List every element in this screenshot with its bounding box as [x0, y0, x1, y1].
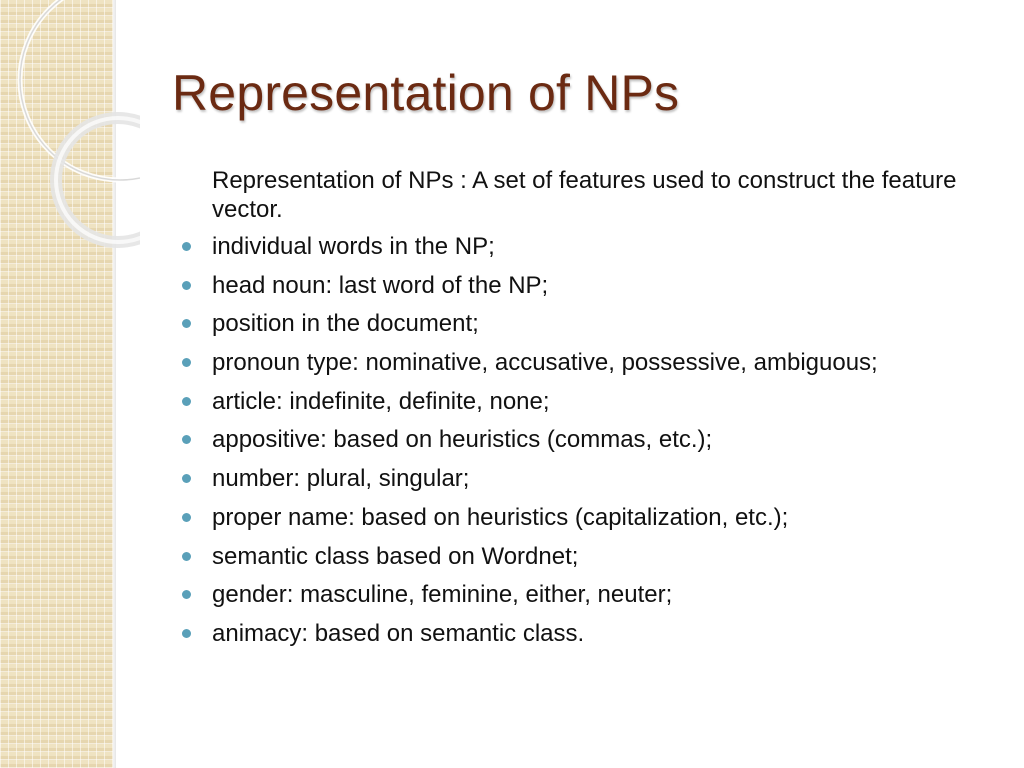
- list-item: [180, 387, 1000, 416]
- list-item-text: appositive: based on heuristics (commas, etc.);: [212, 426, 713, 454]
- circle-bullet-icon: [182, 552, 191, 561]
- list-item: [180, 464, 1000, 493]
- circle-bullet-icon: [182, 281, 191, 290]
- list-item: [180, 309, 1000, 338]
- circle-bullet-icon: [182, 242, 191, 251]
- circle-bullet-icon: [182, 629, 191, 638]
- circle-bullet-icon: [182, 319, 191, 328]
- feature-list: [180, 232, 1000, 648]
- list-item-text: head noun: last word of the NP;: [212, 271, 549, 299]
- list-item: [180, 271, 1000, 300]
- list-item: [180, 580, 1000, 609]
- list-item: [180, 232, 1000, 261]
- circle-bullet-icon: [182, 358, 191, 367]
- circle-bullet-icon: [182, 397, 191, 406]
- intro-text: Representation of NPs : A set of features used to construct the feature vector.: [212, 167, 957, 223]
- circle-bullet-icon: [182, 435, 191, 444]
- list-item-text: semantic class based on Wordnet;: [212, 542, 579, 570]
- circle-bullet-icon: [182, 590, 191, 599]
- list-item-text: article: indefinite, definite, none;: [212, 387, 550, 415]
- list-item-text: pronoun type: nominative, accusative, possessive, ambiguous;: [212, 349, 878, 377]
- circle-bullet-icon: [182, 474, 191, 483]
- ring-decoration-icon: [0, 0, 140, 260]
- slide-title: Representation of NPs: [172, 65, 680, 121]
- circle-bullet-icon: [182, 513, 191, 522]
- list-item: [180, 503, 1000, 532]
- list-item-text: gender: masculine, feminine, either, neuter;: [212, 581, 673, 609]
- list-item: [180, 542, 1000, 571]
- list-item-text: animacy: based on semantic class.: [212, 619, 585, 647]
- list-item-text: individual words in the NP;: [212, 233, 495, 260]
- list-item-text: position in the document;: [212, 310, 479, 338]
- list-item-text: proper name: based on heuristics (capitalization, etc.);: [212, 503, 789, 531]
- list-item-text: number: plural, singular;: [212, 465, 470, 493]
- slide-body: [180, 166, 1000, 658]
- list-item: [180, 425, 1000, 454]
- list-item: [180, 619, 1000, 648]
- list-item: [180, 348, 1000, 377]
